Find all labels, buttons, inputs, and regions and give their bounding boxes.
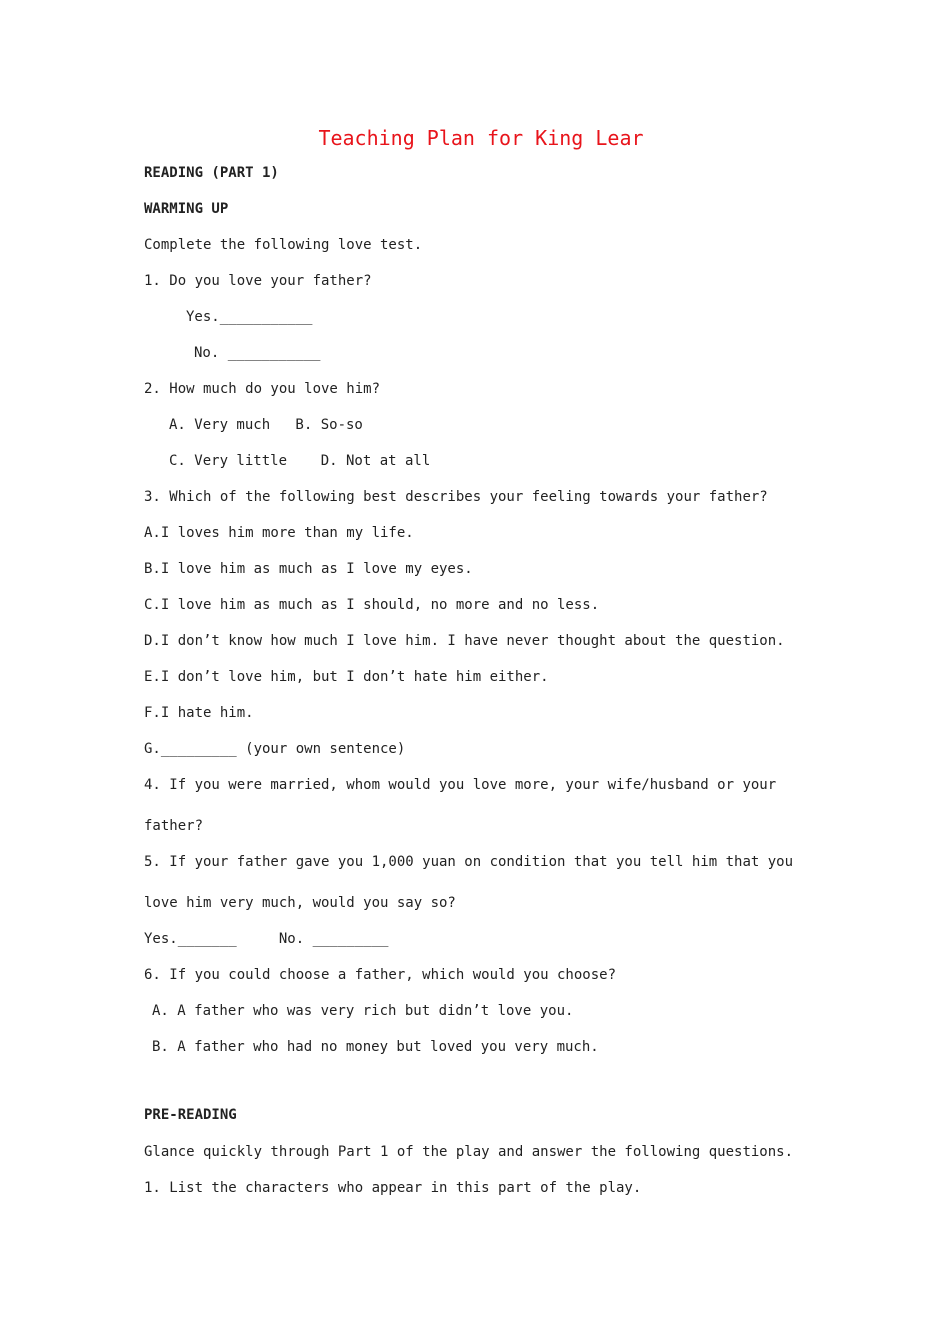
question-6-option-a: A. A father who was very rich but didn’t love you. [152,1003,574,1019]
question-5-answer-blanks: Yes._______ No. _________ [144,931,389,947]
question-1-no-blank: No. ___________ [194,345,321,361]
question-6-option-b: B. A father who had no money but loved you very much. [152,1039,599,1055]
section-heading-pre-reading: PRE-READING [144,1107,237,1123]
section-heading-warming-up: WARMING UP [144,201,229,217]
question-2-options-cd: C. Very little D. Not at all [169,453,431,469]
document-title: Teaching Plan for King Lear [318,126,644,150]
question-5-line-1: 5. If your father gave you 1,000 yuan on condition that you tell him that you [144,854,794,870]
question-5-line-2: love him very much, would you say so? [144,895,456,911]
question-3-option-c: C.I love him as much as I should, no more and no less. [144,597,600,613]
pre-reading-instruction: Glance quickly through Part 1 of the play and answer the following questions. [144,1144,794,1160]
question-3: 3. Which of the following best describes your feeling towards your father? [144,489,768,505]
question-4-line-1: 4. If you were married, whom would you love more, your wife/husband or your [144,777,777,793]
question-2: 2. How much do you love him? [144,381,381,397]
question-6: 6. If you could choose a father, which would you choose? [144,967,617,983]
question-3-option-d: D.I don’t know how much I love him. I have never thought about the question. [144,633,785,649]
question-1-yes-blank: Yes.___________ [186,309,313,325]
question-3-option-b: B.I love him as much as I love my eyes. [144,561,473,577]
question-3-option-e: E.I don’t love him, but I don’t hate him either. [144,669,549,685]
question-3-option-a: A.I loves him more than my life. [144,525,414,541]
question-3-option-g: G._________ (your own sentence) [144,741,406,757]
instruction-text: Complete the following love test. [144,237,423,253]
question-2-options-ab: A. Very much B. So-so [169,417,363,433]
question-1: 1. Do you love your father? [144,273,372,289]
section-heading-reading: READING (PART 1) [144,165,279,181]
question-3-option-f: F.I hate him. [144,705,254,721]
question-4-line-2: father? [144,818,204,834]
pre-reading-question-1: 1. List the characters who appear in this part of the play. [144,1180,642,1196]
